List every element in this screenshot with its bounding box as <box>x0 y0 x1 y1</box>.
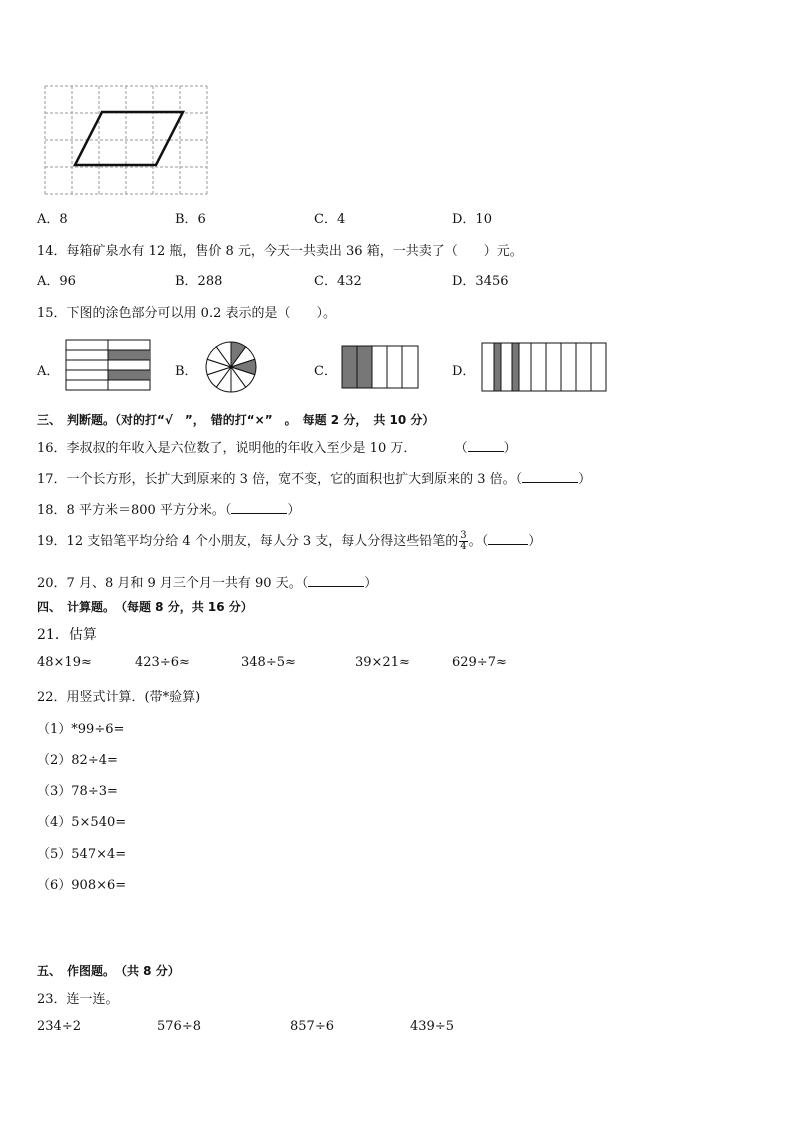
q22-item-1: （1）*99÷6= <box>37 722 125 737</box>
q13-option-c[interactable]: C．4 <box>314 212 346 227</box>
section5-title: 五、 作图题。 （共 8 分） <box>37 964 180 978</box>
q13-option-a[interactable]: A．8 <box>37 212 68 227</box>
q15-option-b-label[interactable]: B． <box>175 364 198 379</box>
section3-title: 三、 判断题。（对的打“√ ”， 错的打“×” 。 每题 2 分， 共 10 分） <box>37 413 435 427</box>
q22-label: 22．用竖式计算．(带*验算) <box>37 690 201 705</box>
q21-item-4: 39×21≈ <box>355 655 410 670</box>
q17-row: 17．一个长方形，长扩大到原来的 3 倍，宽不变，它的面积也扩大到原来的 3 倍。（ ） <box>37 472 592 487</box>
q13-option-d[interactable]: D．10 <box>452 212 492 227</box>
q23-item-1: 234÷2 <box>37 1019 81 1034</box>
q14-option-d[interactable]: D．3456 <box>452 274 509 289</box>
q23-item-3: 857÷6 <box>290 1019 334 1034</box>
q21-item-1: 48×19≈ <box>37 655 92 670</box>
q22-item-5: （5）547×4= <box>37 847 127 862</box>
q18-row: 18．8 平方米＝800 平方分米。（ ） <box>37 503 301 518</box>
q22-item-2: （2）82÷4= <box>37 753 118 768</box>
q15-figure-d <box>482 343 608 393</box>
q14-option-a[interactable]: A．96 <box>37 274 76 289</box>
q13-option-b[interactable]: B．6 <box>175 212 206 227</box>
q23-label: 23．连一连。 <box>37 992 119 1007</box>
q17-text: 17．一个长方形，长扩大到原来的 3 倍，宽不变，它的面积也扩大到原来的 3 倍。 <box>37 472 516 487</box>
q16-text: 16．李叔叔的年收入是六位数了，说明他的年收入至少是 10 万． <box>37 441 417 456</box>
q18-text: 18．8 平方米＝800 平方分米。 <box>37 503 225 518</box>
q14-option-c[interactable]: C．432 <box>314 274 362 289</box>
q19-row: 19．12 支铅笔平均分给 4 个小朋友，每人分 3 支，每人分得这些铅笔的 $\frac{3}{4}$ 。（ ） <box>37 530 542 552</box>
q21-label: 21．估算 <box>37 627 97 643</box>
q14-option-b[interactable]: B．288 <box>175 274 223 289</box>
q20-row: 20．7 月、8 月和 9 月三个月一共有 90 天。（ ） <box>37 576 378 591</box>
q21-item-3: 348÷5≈ <box>241 655 296 670</box>
q15-figure-c <box>342 346 420 390</box>
q17-answer-blank[interactable] <box>522 471 578 483</box>
q23-item-4: 439÷5 <box>410 1019 454 1034</box>
q18-answer-blank[interactable] <box>231 502 287 514</box>
q15-option-d-label[interactable]: D． <box>452 364 476 379</box>
q15-option-a-label[interactable]: A． <box>37 364 60 379</box>
q16-answer-blank[interactable] <box>468 440 504 452</box>
q20-answer-blank[interactable] <box>308 575 364 587</box>
q21-item-5: 629÷7≈ <box>452 655 507 670</box>
q22-item-3: （3）78÷3= <box>37 784 118 799</box>
q19-text: 19．12 支铅笔平均分给 4 个小朋友，每人分 3 支，每人分得这些铅笔的 <box>37 534 459 549</box>
q15-stem: 15．下图的涂色部分可以用 0.2 表示的是（ ）。 <box>37 306 336 321</box>
q22-item-6: （6）908×6= <box>37 878 127 893</box>
q15-option-c-label[interactable]: C． <box>314 364 337 379</box>
q23-item-2: 576÷8 <box>157 1019 201 1034</box>
q19-fraction: $\frac{3}{4}$ <box>460 530 467 552</box>
q15-figure-a <box>66 340 152 392</box>
q14-stem: 14．每箱矿泉水有 12 瓶，售价 8 元，今天一共卖出 36 箱，一共卖了（ ）元。 <box>37 244 523 259</box>
q22-item-4: （4）5×540= <box>37 815 127 830</box>
q20-text: 20．7 月、8 月和 9 月三个月一共有 90 天。 <box>37 576 302 591</box>
q16-row: 16．李叔叔的年收入是六位数了，说明他的年收入至少是 10 万． （ ） <box>37 441 517 456</box>
q19-answer-blank[interactable] <box>488 533 528 545</box>
section4-title: 四、 计算题。 （每题 8 分，共 16 分） <box>37 600 253 614</box>
q15-figure-b <box>204 340 258 394</box>
q21-item-2: 423÷6≈ <box>135 655 190 670</box>
